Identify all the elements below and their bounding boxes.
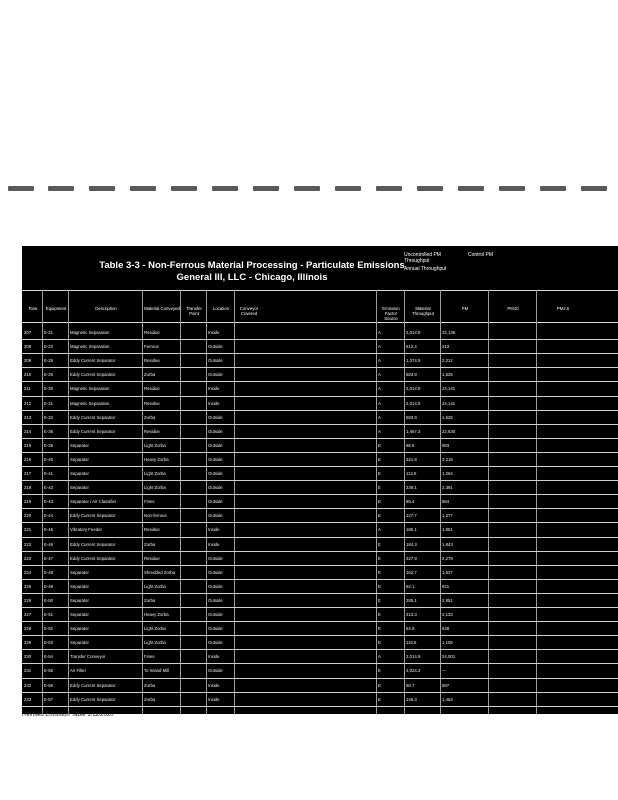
table-cell: 1,264	[442, 471, 453, 476]
table-cell: A	[378, 344, 381, 350]
table-cell: 612.4	[406, 344, 417, 350]
table-cell: 22,630	[442, 428, 456, 434]
table-cell: E	[378, 640, 381, 646]
table-cell: 2,851	[442, 597, 453, 603]
info-box-label: Uncontrolled PM Throughput	[404, 252, 441, 264]
table-cell: E-21	[44, 330, 54, 335]
table-cell: Outside	[208, 358, 223, 364]
table-cell: 127.7	[406, 513, 417, 519]
table-cell: 1,627	[442, 569, 453, 575]
table-cell: Fines	[144, 499, 155, 505]
table-cell: 218	[24, 485, 32, 491]
table-cell: E-56	[44, 682, 54, 688]
table-cell: E-51	[44, 612, 54, 617]
table-cell: Light Zorba	[144, 583, 166, 589]
table-cell: 226	[24, 597, 32, 603]
table-cell: E-41	[44, 471, 54, 476]
table-cell: E-48	[44, 569, 54, 575]
table-cell: E-47	[44, 555, 54, 561]
table-cell: E-22	[44, 344, 54, 350]
table-cell: Outside	[208, 597, 223, 603]
table-cell: Air Filter	[70, 668, 86, 674]
table-cell: Residue	[144, 428, 160, 434]
table-cell: A	[378, 428, 381, 434]
table-cell: Separator	[70, 626, 89, 632]
table-cell: 110.6	[406, 640, 417, 646]
table-cell: 210	[24, 372, 32, 378]
table-cell: E	[378, 668, 381, 674]
table-cell: Magnetic Separation	[70, 400, 110, 406]
row-rule	[22, 621, 618, 622]
table-cell: E	[378, 597, 381, 603]
table-cell: Magnetic Separation	[70, 386, 110, 392]
table-cell: 227.9	[406, 555, 417, 561]
row-rule	[22, 522, 618, 523]
table-cell: Inside	[208, 541, 220, 547]
table-cell: Outside	[208, 372, 223, 378]
table-cell: E-54	[44, 654, 54, 660]
table-cell: Outside	[208, 428, 223, 434]
table-cell: Eddy Current Separator	[70, 414, 116, 420]
table-cell: 3,218	[442, 456, 453, 462]
table-cell: 24,141	[442, 386, 456, 392]
table-cell: Separator	[70, 485, 89, 491]
table-cell: Outside	[208, 414, 223, 420]
table-cell: Inside	[208, 330, 220, 335]
table-cell: Inside	[208, 400, 220, 406]
table-cell: 22,138	[442, 330, 456, 335]
table-cell: Outside	[208, 471, 223, 476]
row-rule	[22, 635, 618, 636]
table-cell: 2,014.9	[406, 386, 421, 392]
table-cell: 92.1	[406, 583, 415, 589]
table-cell: Eddy Current Separator	[70, 682, 116, 688]
table-cell: E-35	[44, 428, 54, 434]
table-cell: 1,467.3	[406, 428, 421, 434]
table-cell: E-30	[44, 386, 54, 392]
table-cell: Residue	[144, 527, 160, 533]
header-rule	[22, 290, 618, 291]
row-rule	[22, 607, 618, 608]
table-cell: Eddy Current Separator	[70, 358, 116, 364]
table-cell: Zorba	[144, 682, 156, 688]
column-header: PM10	[507, 306, 519, 311]
table-cell: 215	[24, 442, 32, 448]
table-cell: Outside	[208, 668, 223, 674]
table-cell: Outside	[208, 583, 223, 589]
row-rule	[22, 452, 618, 453]
table-cell: 2,014.9	[406, 400, 421, 406]
table-cell: 227	[24, 612, 32, 617]
table-cell: 983	[442, 442, 450, 448]
column-header: PM2.5	[556, 306, 570, 311]
table-cell: E-43	[44, 499, 54, 505]
table-cell: Outside	[208, 344, 223, 350]
row-rule	[22, 396, 618, 397]
perforation-strip	[0, 186, 618, 194]
row-rule	[22, 466, 618, 467]
table-cell: E	[378, 485, 381, 491]
table-cell: 2,014.9	[406, 330, 421, 335]
table-cell: E	[378, 456, 381, 462]
table-cell: Outside	[208, 513, 223, 519]
table-cell: 313	[442, 344, 450, 350]
table-cell: —	[442, 668, 447, 674]
table-cell: Light Zorba	[144, 626, 166, 632]
table-cell: 209	[24, 358, 32, 364]
table-cell: Magnetic Separation	[70, 330, 110, 335]
table-cell: E	[378, 513, 381, 519]
table-cell: E-32	[44, 414, 54, 420]
table-cell: 649	[442, 626, 450, 632]
table-cell: 58.7	[406, 682, 415, 688]
info-box-label: Control PM	[468, 252, 494, 258]
column-header: Emission Factor Source	[382, 306, 400, 321]
table-cell: 207	[24, 330, 32, 335]
table-cell: Separator	[70, 442, 89, 448]
table-cell: 222	[24, 541, 32, 547]
table-cell: 1,277	[442, 513, 453, 519]
table-cell: Outside	[208, 555, 223, 561]
table-cell: 64.9	[406, 626, 415, 632]
table-cell: Separator	[70, 640, 89, 646]
row-rule	[22, 551, 618, 552]
row-rule	[22, 424, 618, 425]
table-cell: 213.3	[406, 612, 417, 617]
table-cell: 232	[24, 682, 32, 688]
table-cell: Eddy Current Separator	[70, 541, 116, 547]
table-cell: E	[378, 612, 381, 617]
table-cell: 1,106	[442, 640, 453, 646]
table-cell: 230	[24, 654, 32, 660]
column-header: Transfer Point	[186, 306, 202, 316]
table-cell: E	[378, 499, 381, 505]
table-cell: E	[378, 569, 381, 575]
column-header: Material Throughput	[412, 306, 434, 316]
table-cell: E	[378, 471, 381, 476]
table-cell: 2,014.9	[406, 654, 421, 660]
table-cell: Inside	[208, 682, 220, 688]
table-cell: 583.9	[406, 414, 417, 420]
table-cell: 1,463	[442, 696, 453, 702]
table-cell: Vibratory Feeder	[70, 527, 102, 533]
table-cell: Separator / Air Classifier	[70, 499, 117, 505]
table-cell: Residue	[144, 358, 160, 364]
table-cell: E	[378, 583, 381, 589]
table-cell: Inside	[208, 527, 220, 533]
column-header: Material Conveyed	[144, 306, 180, 311]
footer-note: Revised Emission Table 1/11/2020	[22, 712, 114, 718]
table-cell: 233	[24, 696, 32, 702]
table-cell: 86.4	[406, 499, 415, 505]
table-cell: 217	[24, 471, 32, 476]
table-cell: Magnetic Separation	[70, 344, 110, 350]
table-cell: Separator	[70, 471, 89, 476]
table-cell: Zorba	[144, 372, 156, 378]
table-cell: Separator	[70, 569, 89, 575]
table-cell: E	[378, 442, 381, 448]
row-rule	[22, 410, 618, 411]
table-cell: A	[378, 654, 381, 660]
table-cell: 587	[442, 682, 450, 688]
table-cell: Zorba	[144, 696, 156, 702]
table-cell: A	[378, 414, 381, 420]
table-cell: 98.6	[406, 442, 415, 448]
table-cell: Eddy Current Separator	[70, 372, 116, 378]
table-cell: 213	[24, 414, 32, 420]
table-cell: Heavy Zorba	[144, 456, 169, 462]
table-cell: 225	[24, 583, 32, 589]
table-cell: Residue	[144, 330, 160, 335]
column-header: Location	[212, 306, 230, 311]
table-cell: Outside	[208, 456, 223, 462]
table-cell: Light Zorba	[144, 485, 166, 491]
column-header: Row	[28, 306, 38, 311]
table-cell: 1,525	[442, 414, 453, 420]
table-cell: 1,374.5	[406, 358, 421, 364]
table-cell: Eddy Current Separator	[70, 428, 116, 434]
table-cell: E-25	[44, 358, 54, 364]
table-cell: 229	[24, 640, 32, 646]
table-cell: Residue	[144, 386, 160, 392]
table-cell: E-55	[44, 668, 54, 674]
table-cell: E-31	[44, 400, 54, 406]
table-cell: 4,024.3	[406, 668, 421, 674]
table-cell: Outside	[208, 640, 223, 646]
table-cell: Non-ferrous	[144, 513, 167, 519]
table-cell: 2,212	[442, 358, 453, 364]
table-cell: 220	[24, 513, 32, 519]
table-cell: Outside	[208, 626, 223, 632]
table-cell: 321.8	[406, 456, 417, 462]
row-rule	[22, 438, 618, 439]
header-rule	[22, 322, 618, 323]
table-cell: Separator	[70, 583, 89, 589]
row-rule	[22, 480, 618, 481]
table-cell: Residue	[144, 400, 160, 406]
row-rule	[22, 593, 618, 594]
table-cell: Light Zorba	[144, 442, 166, 448]
table-cell: E	[378, 696, 381, 702]
table-cell: 162.7	[406, 569, 417, 575]
column-header: Conveyor Covered	[239, 306, 259, 316]
table-subtitle: General III, LLC - Chicago, Illinois	[176, 272, 328, 283]
table-cell: A	[378, 527, 381, 533]
table-cell: 228	[24, 626, 32, 632]
table-cell: 239.1	[406, 485, 417, 491]
table-cell: E-38	[44, 442, 54, 448]
table-cell: Inside	[208, 696, 220, 702]
table-cell: Eddy Current Separator	[70, 696, 116, 702]
table-cell: 112.6	[406, 471, 417, 476]
table-cell: Heavy Zorba	[144, 612, 169, 617]
row-rule	[22, 706, 618, 707]
table-cell: 223	[24, 555, 32, 561]
table-cell: Outside	[208, 442, 223, 448]
row-rule	[22, 565, 618, 566]
table-cell: Outside	[208, 485, 223, 491]
table-cell: 231	[24, 668, 32, 674]
table-cell: Light Zorba	[144, 640, 166, 646]
table-cell: Inside	[208, 654, 220, 660]
table-cell: Zorba	[144, 597, 156, 603]
table-cell: E	[378, 555, 381, 561]
table-cell: Separator	[70, 456, 89, 462]
row-rule	[22, 353, 618, 354]
row-rule	[22, 381, 618, 382]
table-cell: A	[378, 330, 381, 335]
column-header: Equipment	[45, 306, 67, 311]
table-cell: E-49	[44, 583, 54, 589]
table-cell: Fines	[144, 654, 155, 660]
table-cell: Transfer Conveyor	[70, 654, 106, 660]
table-cell: A	[378, 400, 381, 406]
table-cell: E-50	[44, 597, 54, 603]
table-cell: A	[378, 372, 381, 378]
table-cell: 24,001	[442, 654, 456, 660]
table-cell: E	[378, 682, 381, 688]
row-rule	[22, 663, 618, 664]
table-cell: 921	[442, 583, 450, 589]
table-cell: Separator	[70, 612, 89, 617]
table-cell: 184.3	[406, 541, 417, 547]
row-rule	[22, 692, 618, 693]
table-cell: 212	[24, 400, 32, 406]
table-cell: Eddy Current Separator	[70, 513, 116, 519]
table-cell: 864	[442, 499, 450, 505]
table-cell: E-26	[44, 372, 54, 378]
table-cell: Shredded Zorba	[144, 569, 176, 575]
row-rule	[22, 494, 618, 495]
table-cell: To Inland Mill	[144, 668, 170, 674]
table-cell: 1,525	[442, 372, 453, 378]
table-cell: Outside	[208, 499, 223, 505]
column-header: PM	[461, 306, 469, 311]
table-cell: 214	[24, 428, 32, 434]
table-cell: E-53	[44, 640, 54, 646]
table-cell: A	[378, 386, 381, 392]
table-cell: 221	[24, 527, 32, 533]
column-header: Description	[95, 306, 117, 311]
table-cell: 2,279	[442, 555, 453, 561]
row-rule	[22, 508, 618, 509]
table-cell: E-52	[44, 626, 54, 632]
table-cell: Ferrous	[144, 344, 159, 350]
row-rule	[22, 367, 618, 368]
table-cell: Light Zorba	[144, 471, 166, 476]
table-cell: 185.1	[406, 527, 417, 533]
table-cell: E-44	[44, 513, 54, 519]
table-cell: 211	[24, 386, 31, 392]
table-cell: E-46	[44, 541, 54, 547]
table-cell: 1,843	[442, 541, 453, 547]
table-cell: 2,133	[442, 612, 453, 617]
table-cell: E-42	[44, 485, 54, 491]
table-cell: 2,391	[442, 485, 453, 491]
table-cell: Zorba	[144, 414, 156, 420]
emissions-table-sheet	[22, 246, 618, 714]
table-cell: 208	[24, 344, 32, 350]
table-title: Table 3-3 - Non-Ferrous Material Processing - Particulate Emissions	[99, 260, 405, 271]
row-rule	[22, 537, 618, 538]
info-box-label: Annual Throughput	[404, 266, 447, 272]
table-cell: 24,141	[442, 400, 456, 406]
table-cell: Outside	[208, 569, 223, 575]
table-cell: 1,851	[442, 527, 453, 533]
row-rule	[22, 678, 618, 679]
table-cell: 224	[24, 569, 32, 575]
table-cell: E-57	[44, 696, 54, 702]
table-cell: Outside	[208, 612, 223, 617]
table-cell: 146.3	[406, 696, 417, 702]
row-rule	[22, 579, 618, 580]
row-rule	[22, 339, 618, 340]
table-cell: E	[378, 626, 381, 632]
table-cell: 219	[24, 499, 32, 505]
table-cell: Inside	[208, 386, 220, 392]
table-cell: 216	[24, 456, 32, 462]
table-cell: 583.9	[406, 372, 417, 378]
row-rule	[22, 649, 618, 650]
table-cell: 285.1	[406, 597, 417, 603]
table-cell: Separator	[70, 597, 89, 603]
table-cell: E	[378, 541, 381, 547]
table-cell: Residue	[144, 555, 160, 561]
table-cell: A	[378, 358, 381, 364]
table-cell: Eddy Current Separator	[70, 555, 116, 561]
table-cell: E-40	[44, 456, 54, 462]
table-cell: Zorba	[144, 541, 156, 547]
table-cell: E-45	[44, 527, 54, 533]
